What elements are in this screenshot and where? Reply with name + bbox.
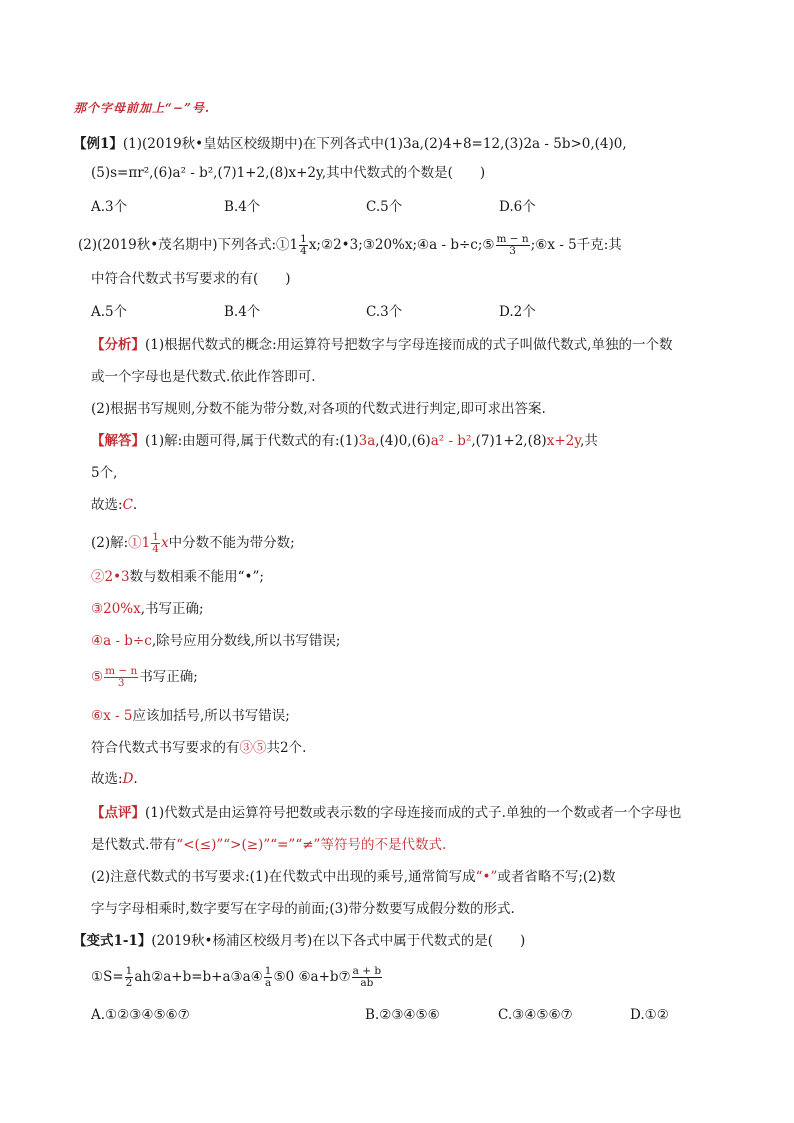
example-1-text-1: (1)(2019秋•皇姑区校级期中)在下列各式中(1)3a,(2)4+8=12,(3)2a - 5b>0,(4)0,: [122, 136, 627, 152]
option-c: C.③④⑤⑥⑦: [498, 1007, 573, 1023]
example-1-line-2: (5)s=πr²,(6)a² - b²,(7)1+2,(8)x+2y,其中代数式的个数是( ): [91, 165, 486, 181]
option-b: B.②③④⑤⑥: [365, 1007, 440, 1023]
comment-line-4: 字与字母相乘时,数字要写在字母的前面;(3)带分数要写成假分数的形式.: [91, 901, 515, 917]
option-d: D.2个: [499, 304, 536, 320]
solution-tag: 【解答】: [91, 433, 145, 449]
example-1-2-line-1: [78, 234, 622, 257]
top-note: 那个字母前加上“−”号.: [74, 101, 211, 115]
analysis-tag: 【分析】: [91, 337, 145, 353]
comment-line-3: (2)注意代数式的书写要求:(1)在代数式中出现的乘号,通常简写成“•”或者省略不写;(2)数: [91, 869, 616, 885]
solution-step-6: ⑥x - 5应该加括号,所以书写错误;: [91, 708, 290, 724]
analysis-text-1: (1)根据代数式的概念:用运算符号把数字与字母连接而成的式子叫做代数式,单独的一个数: [145, 337, 673, 353]
example-1-2-line-2: 中符合代数式书写要求的有( ): [91, 271, 291, 287]
fraction-a-plus-b-over-ab: $\frac{a + b}{ab}$: [352, 965, 382, 989]
variant-tag: 【变式1-1】: [73, 933, 152, 949]
comment-line-1: 【点评】(1)代数式是由运算符号把数或表示数的字母连接而成的式子.单独的一个数或者一个字母也: [91, 805, 682, 821]
solution-part-2: (2)解:①1 $\frac{1}{4}$ x中分数不能为带分数;: [91, 531, 295, 555]
solution-summary: 符合代数式书写要求的有③⑤共2个.: [91, 740, 307, 756]
fraction-m-minus-n-over-3: $\frac{m - n}{3}$: [496, 233, 529, 257]
solution-line-2: 5个,: [91, 465, 118, 481]
comment-line-2: 是代数式.带有“<(≤)”“>(≥)”“=”“≠”等符号的不是代数式.: [91, 837, 447, 853]
fraction-one-half: $\frac{1}{2}$: [125, 965, 133, 989]
example-1-2-post: ;⑥x - 5千克:其: [530, 237, 622, 253]
fraction-one-quarter: $\frac{1}{4}$: [300, 233, 307, 257]
solution-choose-2: 故选:D.: [91, 771, 138, 787]
example-1-line-1: [73, 135, 627, 153]
analysis-line-3: (2)根据书写规则,分数不能为带分数,对各项的代数式进行判定,即可求出答案.: [91, 401, 546, 417]
example-1-2-pre: (2)(2019秋•茂名期中)下列各式:①1: [78, 237, 299, 253]
solution-step-5: ⑤ $\frac{m - n}{3}$ 书写正确;: [91, 665, 198, 689]
solution-step-2: ②2•3数与数相乘不能用“•”;: [91, 569, 264, 585]
option-c: C.5个: [366, 199, 403, 215]
option-a: A.5个: [91, 304, 128, 320]
variant-expressions: ①S= $\frac{1}{2}$ ah②a+b=b+a③a④ $\frac{1}{a}$ ⑤0 ⑥a+b⑦ $\frac{a + b}{ab}$: [91, 965, 382, 989]
option-b: B.4个: [224, 304, 261, 320]
comment-tag: 【点评】: [91, 805, 145, 821]
option-a: A.3个: [91, 199, 128, 215]
analysis-line-1: [91, 336, 672, 354]
analysis-line-2: 或一个字母也是代数式.依此作答即可.: [91, 369, 316, 385]
solution-line-1: 【解答】(1)解:由题可得,属于代数式的有:(1)3a,(4)0,(6)a² - b²,(7)1+2,(8)x+2y,共: [91, 433, 598, 449]
option-a: A.①②③④⑤⑥⑦: [91, 1007, 190, 1023]
option-c: C.3个: [366, 304, 403, 320]
example-tag: 【例1】: [73, 136, 123, 152]
solution-step-3: ③20%x,书写正确;: [91, 601, 204, 617]
option-b: B.4个: [224, 199, 261, 215]
option-d: D.①②: [630, 1007, 669, 1023]
option-d: D.6个: [499, 199, 536, 215]
solution-step-4: ④a - b÷c,除号应用分数线,所以书写错误;: [91, 633, 341, 649]
variant-line-1: 【变式1-1】(2019秋•杨浦区校级月考)在以下各式中属于代数式的是( ): [73, 933, 526, 949]
fraction-one-quarter: $\frac{1}{4}$: [152, 531, 159, 555]
fraction-m-minus-n-over-3: $\frac{m - n}{3}$: [105, 665, 138, 689]
solution-choose-1: 故选:C.: [91, 497, 138, 513]
fraction-one-over-a: $\frac{1}{a}$: [264, 965, 272, 989]
example-1-2-mid: x;②2•3;③20%x;④a - b÷c;⑤: [308, 237, 495, 253]
